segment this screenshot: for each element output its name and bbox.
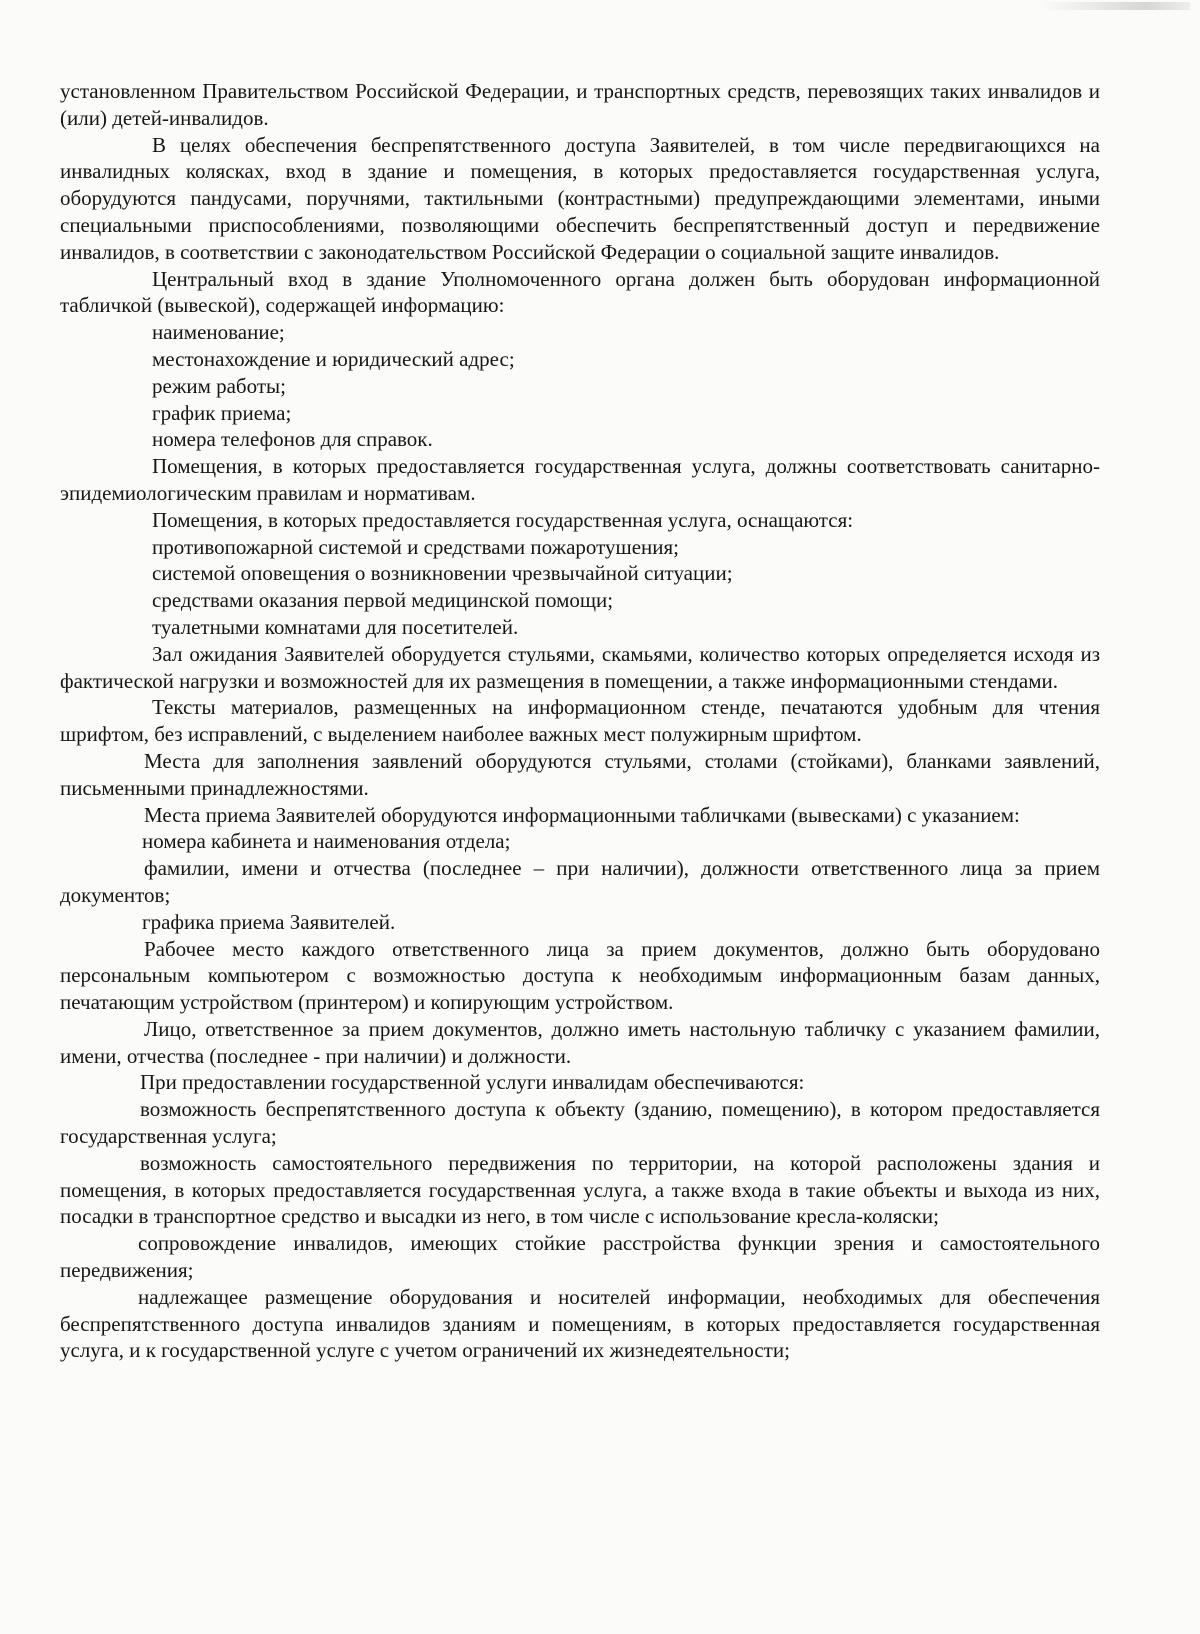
paragraph: Места приема Заявителей оборудуются информационными табличками (вывесками) с указанием: (144, 802, 1020, 827)
paragraph: Помещения, в которых предоставляется государственная услуга, оснащаются: (152, 507, 854, 532)
paragraph: Лицо, ответственное за прием документов, должно иметь настольную табличку с указанием фамилии, имени, отчества (последнее - при наличии) и должности. (60, 1016, 1100, 1068)
paragraph: фамилии, имени и отчества (последнее – при наличии), должности ответственного лица за прием документов; (60, 856, 1100, 907)
paragraph: При предоставлении государственной услуги инвалидам обеспечиваются: (140, 1070, 805, 1095)
paragraph: установленном Правительством Российской Федерации, и транспортных средств, перевозящих таких инвалидов и (или) детей-инвалидов. (60, 79, 1100, 130)
list-item: график приема; (152, 400, 292, 425)
list-item: местонахождение и юридический адрес; (152, 346, 515, 371)
list-item: номера кабинета и наименования отдела; (142, 829, 511, 854)
list-item: туалетными комнатами для посетителей. (152, 614, 519, 639)
list-item: противопожарной системой и средствами пожаротушения; (152, 534, 679, 559)
paragraph: Помещения, в которых предоставляется государственная услуга, должны соответствовать санитарно-эпидемиологическим правилам и нормативам. (60, 454, 1100, 505)
list-item: режим работы; (152, 373, 286, 398)
list-item: номера телефонов для справок. (152, 427, 433, 452)
list-item: средствами оказания первой медицинской помощи; (152, 588, 614, 613)
list-item: графика приема Заявителей. (142, 909, 396, 934)
paragraph: сопровождение инвалидов, имеющих стойкие расстройства функции зрения и самостоятельного передвижения; (60, 1231, 1100, 1283)
document-body (60, 78, 1100, 1364)
paragraph: возможность беспрепятственного доступа к объекту (зданию, помещению), в котором предоставляется государственная услуга; (60, 1097, 1100, 1149)
paragraph: Тексты материалов, размещенных на информационном стенде, печатаются удобным для чтения шрифтом, без исправлений, с выделением наиболее важных мест полужирным шрифтом. (60, 695, 1100, 747)
paragraph: Зал ожидания Заявителей оборудуется стульями, скамьями, количество которых определяется исходя из фактической нагрузки и возможностей для их размещения в помещении, а также информационными стендами. (60, 641, 1100, 693)
paragraph: Рабочее место каждого ответственного лица за прием документов, должно быть оборудовано персональным компьютером с возможностью доступа к необходимым информационным базам данных, печатающим устройством (принтером) и копирующим устройством. (60, 936, 1100, 1015)
list-item: системой оповещения о возникновении чрезвычайной ситуации; (152, 561, 733, 586)
paragraph: Места для заполнения заявлений оборудуются стульями, столами (стойками), бланками заявлений, письменными принадлежностями. (60, 748, 1100, 800)
paragraph: В целях обеспечения беспрепятственного доступа Заявителей, в том числе передвигающихся на инвалидных колясках, вход в здание и помещения, в которых предоставляется государственная услуга, оборудуются пандусами, поручнями, тактильными (контрастными) предупреждающими элементами, иными специальными приспособлениями, позволяющими обеспечить беспрепятственный доступ и передвижение инвалидов, в соответствии с законодательством Российской Федерации о социальной защите инвалидов. (60, 132, 1100, 264)
paragraph: возможность самостоятельного передвижения по территории, на которой расположены здания и помещения, в которых предоставляется государственная услуга, а также входа в такие объекты и выхода из них, посадки в транспортное средство и высадки из него, в том числе с использование кресла-коляски; (60, 1150, 1100, 1229)
list-item: наименование; (152, 320, 285, 345)
paragraph: надлежащее размещение оборудования и носителей информации, необходимых для обеспечения беспрепятственного доступа инвалидов зданиям и помещениям, в которых предоставляется государственная услуга, и к государственной услуге с учетом ограничений их жизнедеятельности; (60, 1284, 1100, 1363)
paragraph: Центральный вход в здание Уполномоченного органа должен быть оборудован информационной табличкой (вывеской), содержащей информацию: (60, 266, 1100, 318)
scan-artifact (1040, 2, 1190, 10)
